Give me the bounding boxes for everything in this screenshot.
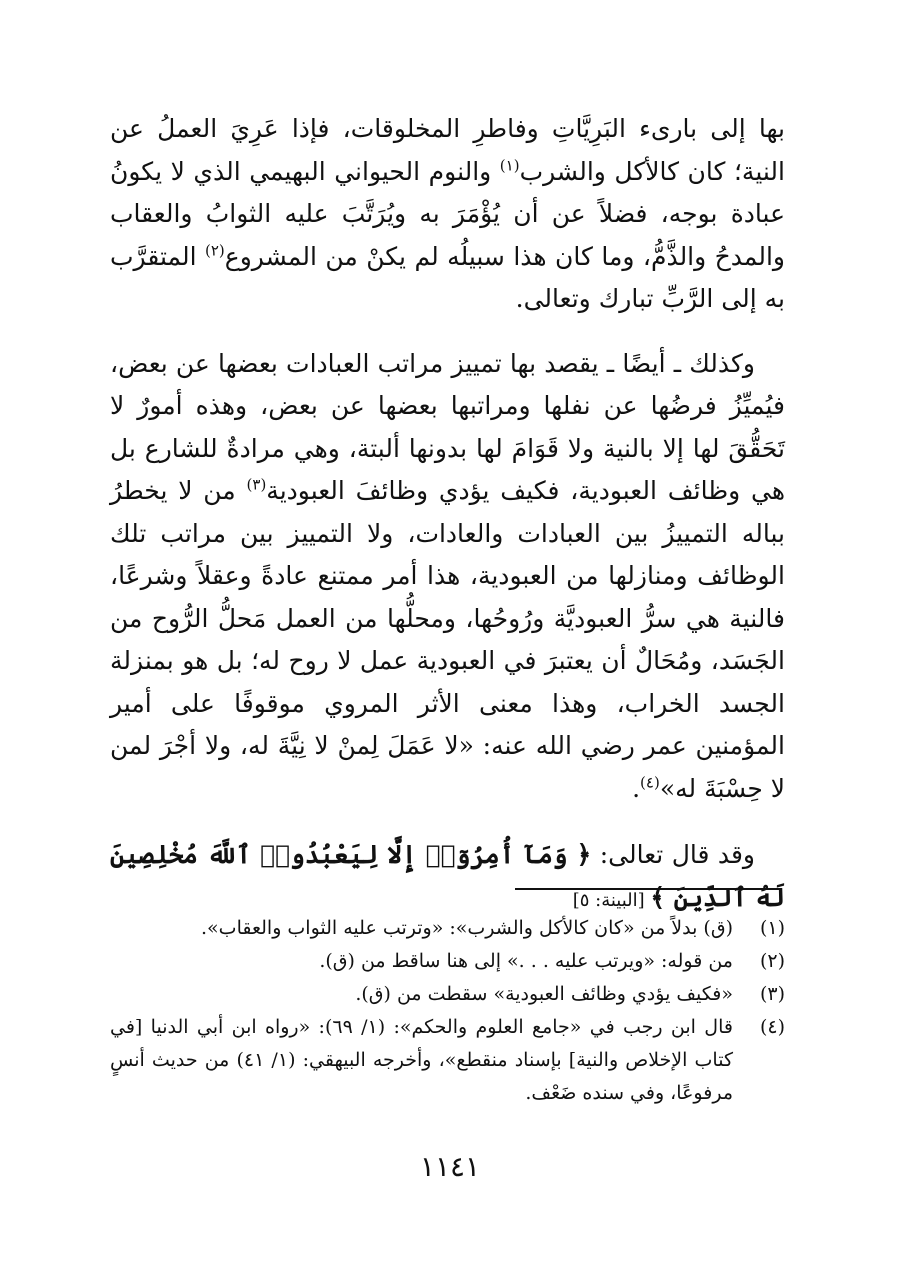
footnote-number: (١) — [759, 917, 785, 939]
footnote-divider — [515, 888, 781, 890]
text-segment: والنوم الحيواني البهيمي الذي لا يكونُ عبادة بوجه، فضلاً عن أن يُؤْمَرَ به ويُرَتَّبَ عليه الثوابُ والعقاب والمدحُ والذَّمُّ، وما كان هذا سبيلُه لم يكنْ من المشروع — [110, 156, 785, 271]
footnote-marker-2[interactable]: (٢) — [205, 241, 225, 260]
main-text — [110, 108, 785, 922]
footnote-number: (٣) — [759, 983, 785, 1005]
surah-reference: [البينة: ٥] — [572, 889, 651, 911]
footnote-number: (٤) — [759, 1016, 785, 1038]
text-segment: بها إلى بارىء البَرِيَّاتِ وفاطرِ المخلوقات، فإذا عَرِيَ العملُ عن النية؛ كان كالأكل والشرب — [110, 114, 785, 186]
footnote-marker-4[interactable]: (٤) — [640, 773, 660, 792]
quran-citation-paragraph — [110, 834, 785, 922]
text-segment: المتقرَّب به إلى الرَّبِّ تبارك وتعالى. — [110, 241, 785, 313]
text-segment: وكذلك ـ أيضًا ـ يقصد بها تمييز مراتب العبادات بعضها عن بعض، فيُميِّزُ فرضُها عن نفلها ومراتبها بعضها عن بعض، وهذه أمورٌ لا تَحَقُّقَ لها إلا بالنية ولا قَوَامَ لها بدونها ألبتة، وهي مرادةٌ للشارع بل هي وظائف العبودية، فكيف يؤدي وظائفَ العبودية — [110, 348, 785, 505]
footnote-1 — [110, 912, 785, 945]
text-segment: من لا يخطرُ بباله التمييزُ بين العبادات والعادات، ولا التمييز بين مراتب تلك الوظائف ومنازلها من العبودية، هذا أمر ممتنع عادةً وعقلاً وشرعًا، فالنية هي سرُّ العبوديَّة ورُوحُها، ومحلُّها من العمل مَحلُّ الرُّوح من الجَسَد، ومُحَالٌ أن يعتبرَ في العبودية عمل لا روح له؛ بل هو بمنزلة الجسد الخراب، وهذا معنى الأثر المروي موقوفًا على أمير المؤمنين عمر رضي الله عنه: «لا عَمَلَ لِمنْ لا نِيَّةَ له، ولا أجْرَ لمن لا حِسْبَةَ له» — [110, 476, 785, 803]
footnote-4 — [110, 1011, 785, 1110]
footnote-2 — [110, 945, 785, 978]
footnote-marker-1[interactable]: (١) — [499, 156, 520, 175]
text-segment: . — [632, 773, 641, 803]
quran-intro: وقد قال تعالى: — [591, 840, 755, 869]
paragraph-1 — [110, 108, 785, 321]
footnote-text: قال ابن رجب في «جامع العلوم والحكم»: (١/ ٦٩): «رواه ابن أبي الدنيا [في كتاب الإخلاص والنية] بإسناد منقطع»، وأخرجه البيهقي: (١/ ٤١) من حديث أنسٍ مرفوعًا، وفي سنده ضَعْف. — [110, 1016, 733, 1104]
footnote-3 — [110, 978, 785, 1011]
footnote-text: من قوله: «ويرتب عليه . . .» إلى هنا ساقط من (ق). — [319, 950, 733, 972]
page-number: ١١٤١ — [419, 1150, 481, 1183]
footnotes-section — [110, 912, 785, 1110]
footnote-text: «فكيف يؤدي وظائف العبودية» سقطت من (ق). — [355, 983, 733, 1005]
footnote-text: (ق) بدلاً من «كان كالأكل والشرب»: «وترتب عليه الثواب والعقاب». — [201, 917, 733, 939]
quran-verse: ﴿ وَمَآ أُمِرُوٓا۟ إِلَّا لِيَعْبُدُوا۟ ٱللَّهَ مُخْلِصِينَ لَهُ ٱلدِّينَ ﴾ — [110, 840, 785, 912]
footnote-number: (٢) — [759, 950, 785, 972]
footnote-marker-3[interactable]: (٣) — [246, 475, 267, 494]
paragraph-2 — [110, 343, 785, 811]
